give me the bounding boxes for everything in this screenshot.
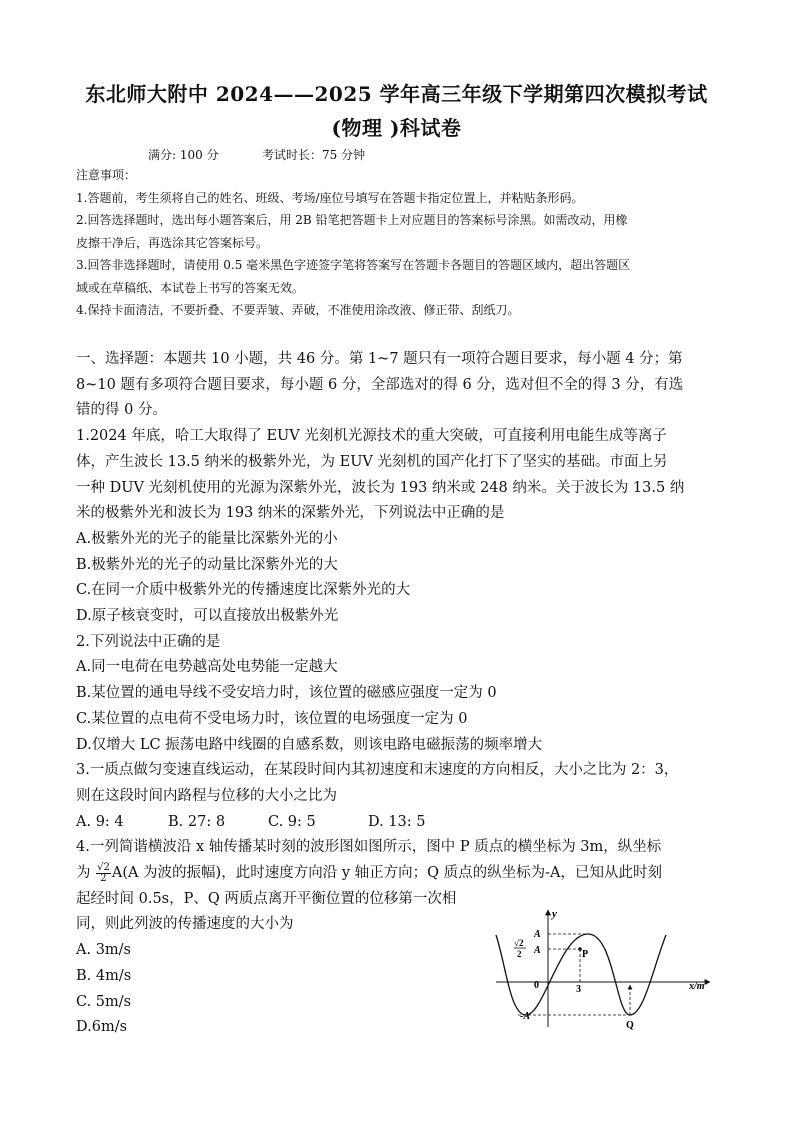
q2-option-b: B.某位置的通电导线不受安培力时，该位置的磁感应强度一定为 0 [76, 685, 497, 702]
notes-item: 1.答题前，考生须将自己的姓名、班级、考场/座位号填写在答题卡指定位置上，并粘贴条形码。 [76, 190, 584, 205]
label-3: 3 [576, 984, 581, 995]
q4-option-b: B. 4m/s [76, 967, 132, 984]
q1-option-b: B.极紫外光的光子的动量比深紫外光的大 [76, 556, 338, 573]
q2-stem: 2.下列说法中正确的是 [76, 633, 221, 650]
q4-stem: 同，则此列波的传播速度的大小为 [76, 916, 294, 933]
y-axis-label: y [552, 908, 557, 920]
q1-option-d: D.原子核衰变时，可以直接放出极紫外光 [76, 608, 339, 625]
q3-stem: 3.一质点做匀变速直线运动，在某段时间内其初速度和末速度的方向相反，大小之比为 2：3， [76, 762, 679, 779]
q3-option-b: B. 27: 8 [168, 813, 226, 830]
section-heading: 错的得 0 分。 [76, 402, 167, 419]
q4-option-d: D.6m/s [76, 1019, 128, 1036]
q1-stem: 米的极紫外光和波长为 193 纳米的深紫外光，下列说法中正确的是 [76, 505, 505, 522]
label-P: P [582, 949, 589, 960]
notes-item: 域或在草稿纸、本试卷上书写的答案无效。 [76, 280, 305, 295]
x-axis-label: x/m [689, 981, 705, 992]
q4-option-c: C. 5m/s [76, 993, 132, 1010]
origin-label: 0 [534, 980, 539, 991]
label-negA: -A [520, 1011, 530, 1022]
q4-stem-line2: 为 $\frac{√2}{2}$ A(A 为波的振幅)，此时速度方向沿 y 轴正方向；Q 质点的纵坐标为-A，已知从此时刻 [76, 861, 662, 884]
label-A2: A [534, 945, 541, 956]
label-Q: Q [626, 1020, 634, 1030]
q2-option-a: A.同一电荷在电势越高处电势能一定越大 [76, 659, 338, 676]
sqrt2-over-2-fraction: $\frac{√2}{2}$ [97, 861, 110, 884]
label-frac-den: 2 [517, 949, 522, 959]
q1-stem: 1.2024 年底，哈工大取得了 EUV 光刻机光源技术的重大突破，可直接利用电能生成等离子 [76, 428, 667, 445]
exam-title-line2: (物理 )科试卷 [331, 116, 462, 140]
section-heading: 8~10 题有多项符合题目要求，每小题 6 分，全部选对的得 6 分，选对但不全的得 3 分，有选 [76, 376, 684, 393]
q3-option-a: A. 9: 4 [76, 813, 124, 830]
notes-item: 3.回答非选择题时，请使用 0.5 毫米黑色字迹签字笔将答案写在答题卡各题目的答题区域内，超出答题区 [76, 258, 631, 272]
full-score: 满分: 100 分 [148, 148, 219, 162]
label-A: A [534, 929, 541, 940]
q1-option-a: A.极紫外光的光子的能量比深紫外光的小 [76, 530, 338, 547]
notes-item: 4.保持卡面清洁，不要折叠、不要弄皱、弄破，不准使用涂改液、修正带、刮纸刀。 [76, 303, 520, 317]
q2-option-c: C.某位置的点电荷不受电场力时，该位置的电场强度一定为 0 [76, 710, 468, 727]
q2-option-d: D.仅增大 LC 振荡电路中线圈的自感系数，则该电路电磁振荡的频率增大 [76, 736, 543, 753]
q3-option-d: D. 13: 5 [368, 813, 426, 830]
notes-item: 2.回答选择题时，选出每小题答案后，用 2B 铅笔把答题卡上对应题目的答案标号涂黑。如需改动，用橡 [76, 213, 628, 227]
q1-option-c: C.在同一介质中极紫外光的传播速度比深紫外光的大 [76, 582, 411, 599]
q4-stem: 起经时间 0.5s，P、Q 两质点离开平衡位置的位移第一次相 [76, 890, 457, 907]
q3-option-c: C. 9: 5 [268, 813, 316, 830]
exam-title-line1: 东北师大附中 2024——2025 学年高三年级下学期第四次模拟考试 [85, 82, 708, 106]
q4-stem: 4.一列简谐横波沿 x 轴传播某时刻的波形图如图所示，图中 P 质点的横坐标为 3m，纵坐标 [76, 839, 662, 856]
q4-option-a: A. 3m/s [76, 942, 131, 959]
notes-item: 皮擦干净后，再选涂其它答案标号。 [76, 235, 269, 250]
q3-stem: 则在这段时间内路程与位移的大小之比为 [76, 787, 337, 804]
q1-stem: 体，产生波长 13.5 纳米的极紫外光，为 EUV 光刻机的国产化打下了坚实的基础。市面上另 [76, 453, 668, 470]
notes-heading: 注意事项： [76, 168, 137, 182]
q3-options [76, 810, 728, 836]
wave-graph [488, 905, 720, 1030]
section-heading: 一、选择题：本题共 10 小题，共 46 分。第 1~7 题只有一项符合题目要求，每小题 4 分；第 [76, 351, 683, 367]
exam-duration: 考试时长：75 分钟 [262, 148, 366, 162]
q1-stem: 一种 DUV 光刻机使用的光源为深紫外光，波长为 193 纳米或 248 纳米。关于波长为 13.5 纳 [76, 479, 685, 496]
notes [76, 164, 726, 322]
label-frac-num: √2 [514, 938, 524, 948]
